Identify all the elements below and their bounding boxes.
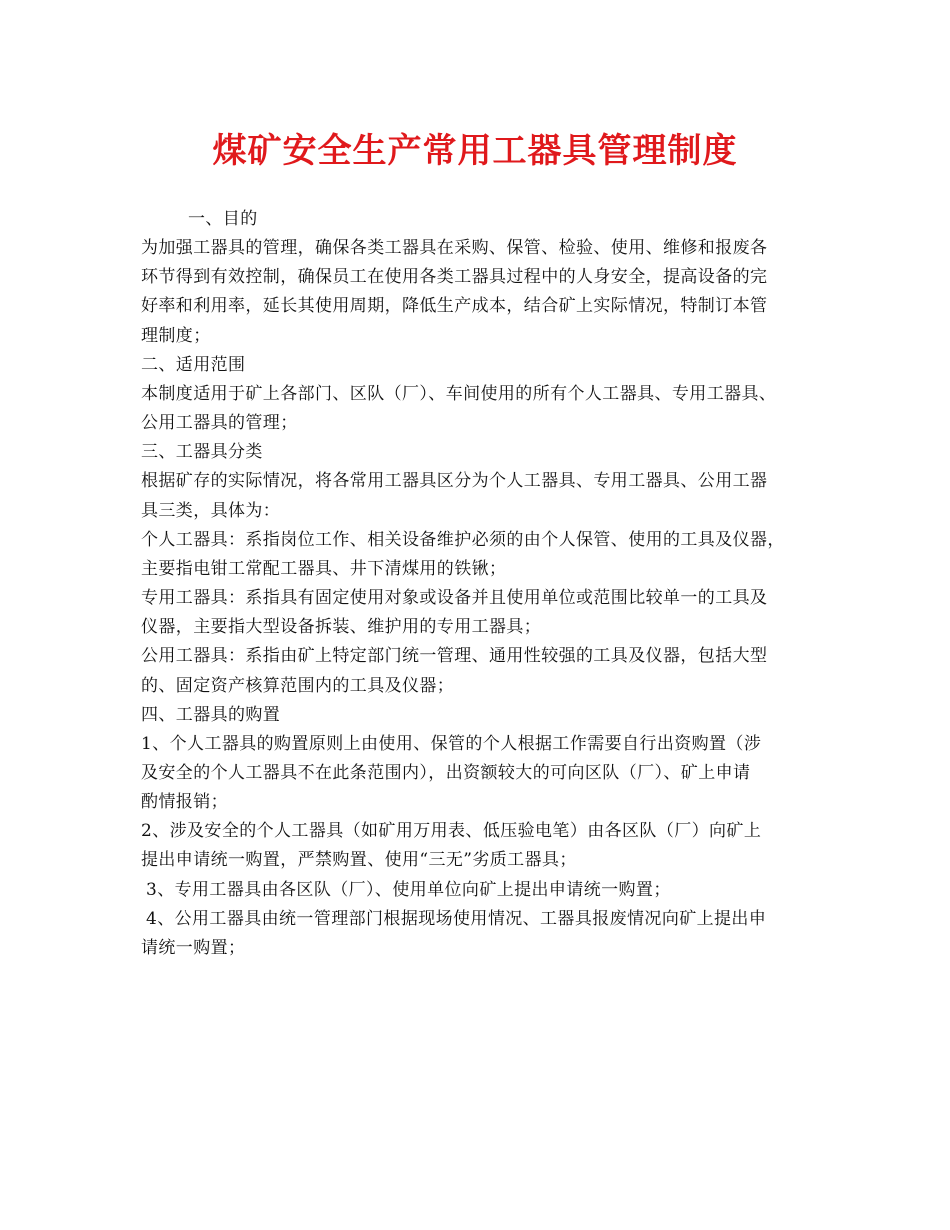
- paragraph-line: 为加强工器具的管理，确保各类工器具在采购、保管、检验、使用、维修和报废各: [141, 238, 768, 259]
- paragraph-line: 3、专用工器具由各区队（厂）、使用单位向矿上提出申请统一购置；: [146, 879, 671, 900]
- document-title: 煤矿安全生产常用工器具管理制度: [212, 131, 738, 171]
- paragraph-line: 具三类，具体为：: [141, 500, 281, 521]
- section-heading-purchase: 四、工器具的购置: [141, 704, 281, 725]
- paragraph-line: 公用工器具的管理；: [141, 413, 298, 434]
- paragraph-line: 4、公用工器具由统一管理部门根据现场使用情况、工器具报废情况向矿上提出申: [146, 908, 767, 929]
- paragraph-line: 主要指电钳工常配工器具、井下清煤用的铁锹；: [141, 558, 507, 579]
- paragraph-line: 好率和利用率，延长其使用周期，降低生产成本，结合矿上实际情况，特制订本管: [141, 296, 768, 317]
- paragraph-line: 的、固定资产核算范围内的工具及仪器；: [141, 675, 455, 696]
- paragraph-line: 专用工器具：系指具有固定使用对象或设备并且使用单位或范围比较单一的工具及: [141, 588, 768, 609]
- paragraph-line: 公用工器具：系指由矿上特定部门统一管理、通用性较强的工具及仪器，包括大型: [141, 646, 768, 667]
- paragraph-line: 请统一购置；: [141, 937, 246, 958]
- paragraph-line: 提出申请统一购置，严禁购置、使用“三无”劣质工器具；: [141, 850, 577, 871]
- paragraph-line: 酌情报销；: [141, 792, 228, 813]
- section-heading-purpose: 一、目的: [188, 209, 258, 229]
- paragraph-line: 及安全的个人工器具不在此条范围内），出资额较大的可向区队（厂）、矿上申请: [141, 762, 751, 783]
- paragraph-line: 1、个人工器具的购置原则上由使用、保管的个人根据工作需要自行出资购置（涉: [141, 733, 762, 754]
- section-heading-classification: 三、工器具分类: [141, 442, 263, 463]
- document-body: [141, 205, 841, 963]
- paragraph-line: 理制度；: [141, 325, 211, 346]
- paragraph-line: 个人工器具：系指岗位工作、相关设备维护必须的由个人保管、使用的工具及仪器，: [141, 529, 785, 550]
- section-heading-scope: 二、适用范围: [141, 354, 246, 375]
- paragraph-line: 根据矿存的实际情况，将各常用工器具区分为个人工器具、专用工器具、公用工器: [141, 471, 768, 492]
- paragraph-line: 环节得到有效控制，确保员工在使用各类工器具过程中的人身安全，提高设备的完: [141, 267, 768, 288]
- paragraph-line: 仪器，主要指大型设备拆装、维护用的专用工器具；: [141, 617, 542, 638]
- paragraph-line: 本制度适用于矿上各部门、区队（厂）、车间使用的所有个人工器具、专用工器具、: [141, 383, 777, 404]
- paragraph-line: 2、涉及安全的个人工器具（如矿用万用表、低压验电笔）由各区队（厂）向矿上: [141, 821, 762, 842]
